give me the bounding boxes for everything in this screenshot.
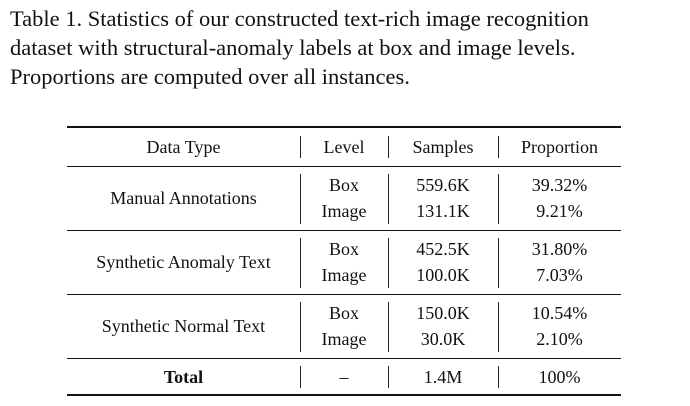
row-level: Image [321,329,367,349]
midrule-total [67,358,621,359]
row-level: Box [328,239,359,259]
header-level: Level [323,137,365,157]
header-proportion: Proportion [520,137,598,157]
group-rule [67,294,621,295]
row-proportion: 7.03% [536,265,583,285]
caption-line: Proportions are computed over all instances. [10,64,410,89]
total-level: – [339,367,349,387]
row-samples: 452.5K [416,239,470,259]
total-proportion: 100% [538,367,581,387]
bottom-rule [67,394,621,396]
header-rule [67,166,621,167]
row-samples: 30.0K [420,329,466,349]
row-proportion: 9.21% [536,201,583,221]
total-samples: 1.4M [423,367,463,387]
table-caption [10,4,686,91]
row-level: Box [328,175,359,195]
caption-line: Table 1. Statistics of our constructed text-rich image recognition [10,6,589,31]
statistics-table [67,126,621,396]
group-rule [67,230,621,231]
row-samples: 131.1K [416,201,470,221]
total-label: Total [163,367,204,387]
header-samples: Samples [412,137,474,157]
group-data-type: Synthetic Normal Text [101,316,266,336]
row-proportion: 39.32% [531,175,588,195]
caption-line: dataset with structural-anomaly labels at box and image levels. [10,35,576,60]
group-data-type: Synthetic Anomaly Text [96,252,271,272]
row-proportion: 2.10% [536,329,583,349]
row-samples: 559.6K [416,175,470,195]
top-rule [67,126,621,128]
row-proportion: 31.80% [531,239,588,259]
header-data-type: Data Type [146,137,221,157]
row-level: Image [321,201,367,221]
row-samples: 100.0K [416,265,470,285]
row-samples: 150.0K [416,303,470,323]
group-data-type: Manual Annotations [110,188,257,208]
row-level: Image [321,265,367,285]
row-proportion: 10.54% [531,303,588,323]
row-level: Box [328,303,359,323]
